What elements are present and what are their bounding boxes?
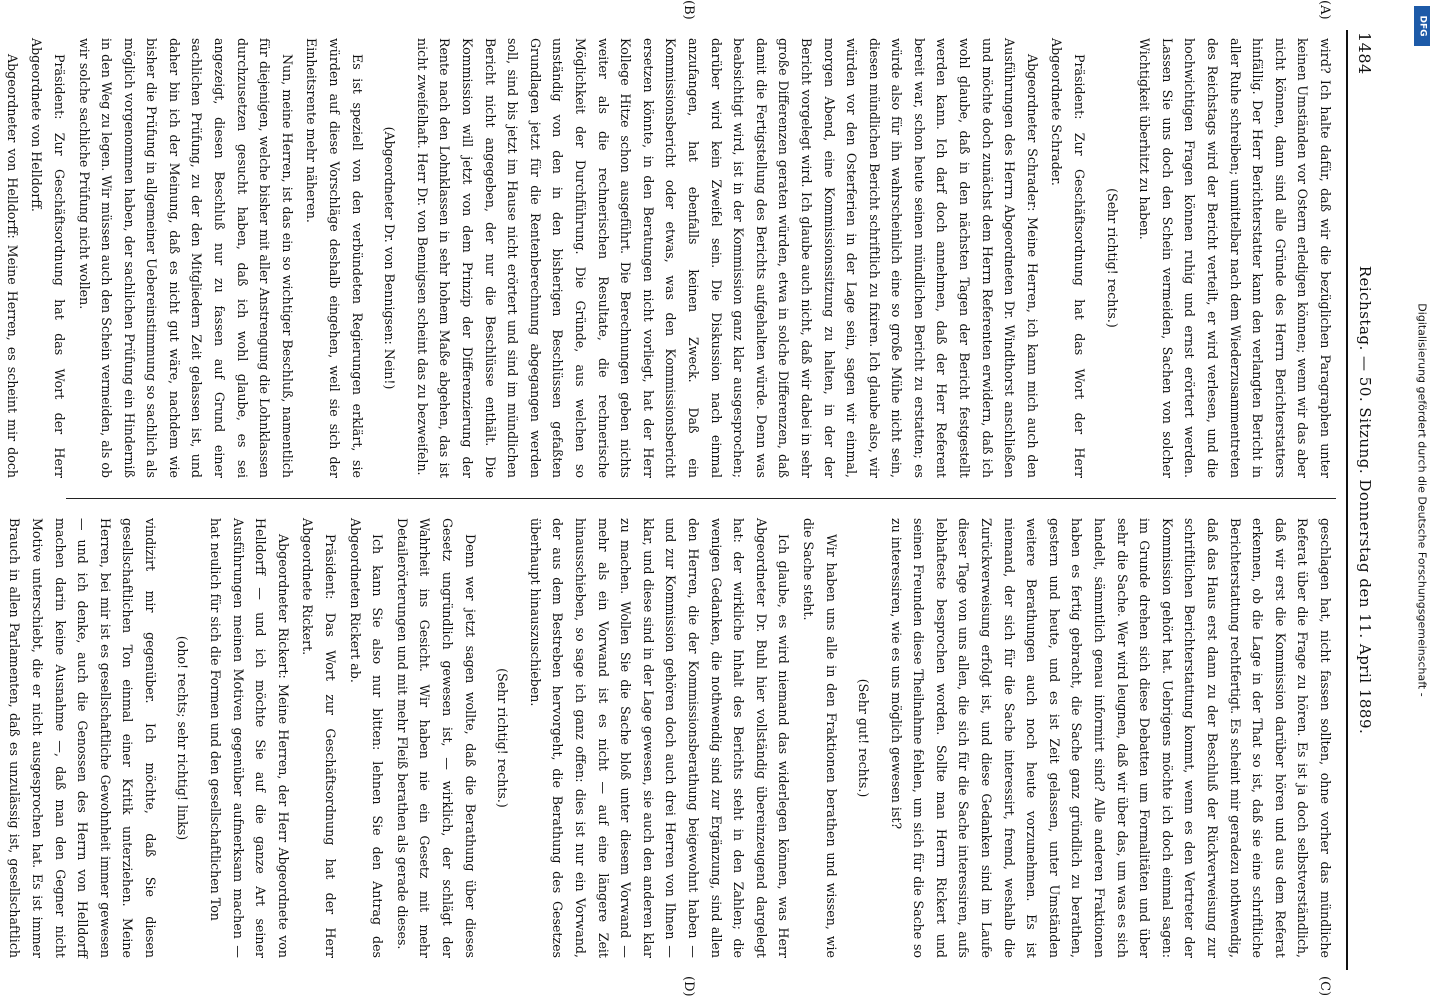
margin-marker-a: (A)	[1317, 0, 1332, 20]
page-header	[1346, 30, 1396, 970]
interjection: (Abgeordneter Dr. von Bennigsen: Nein!)	[382, 126, 398, 390]
margin-marker-d: (D)	[681, 976, 696, 997]
dfg-logo-text: DFG	[1417, 15, 1428, 37]
digitization-credit	[1412, 10, 1432, 990]
page-number: 1484	[1355, 32, 1374, 75]
paragraph: Abgeordneter Rickert: Meine Herren, der Herr Abgeordnete von Helldorff — und ich möchte Sie auf die ganze Art seiner Ausführungen meinen Motiven gegenüber aufmerksam machen — hat neulich für sich die Formen und den gesellschaftlichen Ton	[208, 518, 291, 958]
paragraph: Denn wer jetzt sagen wollte, daß die Berathung über dieses Gesetz ungründlich gewesen ist, — wirklich, der schlägt der Wahrheit ins Gesicht. Wir haben nie ein Gesetz mit mehr Detailerörterungen und mit mehr Fleiß berathen als gerade dieses.	[394, 518, 478, 958]
paragraph: Ich glaube, es wird niemand das widerlegen können, was Herr Abgeordneter Dr. Buhl hier vollständig übereinzeugend dargelegt hat: der wirkliche Inhalt des Berichts steht in den Zahlen; die wenigen Gedanken, die nothwendig sind zur Ergänzung, sind allen den Herren, die der Kommissionsberathung beigewohnt haben — und zur Kommission gehören doch auch drei Herren von Ihnen — klar, und diese sind in der Lage gewesen, sie auch den anderen klar zu machen. Wollen Sie die Sache bloß unter diesem Vorwand — mehr als ein Vorwand ist es nicht — auf eine längere Zeit hinausschieben, so sage ich ganz offen: dies ist nur ein Vorwand, der aus dem Bestreben hervorgeht, die Berathung des Gesetzes überhaupt hinauszuschieben.	[527, 518, 792, 958]
paragraph: vindizirt mir gegenüber. Ich möchte, daß Sie diesen gesellschaftlichen Ton einmal einer Kritik unterziehen. Meine Herren, bei mir ist es gesellschaftliche Gewohnheit immer gewesen — und ich denke, auch die Genossen des Herrn von Helldorff machen darin keine Ausnahme —, daß man den Gegner nicht Motive unterschiebt, die er nicht ausgesprochen hat. Es ist immer Brauch in allen Parlamenten, daß es unzulässig ist, gesellschaftlich	[7, 518, 158, 958]
paragraph: Nun, meine Herren, ist das ein so wichtiger Beschluß, namentlich für diejenigen, welche bisher mit aller Anstrengung die Lohnklassen durchzusetzen gesucht haben, daß ich wohl glaube, es sei angezeigt, diesen Beschluß nur zu fassen auf Grund einer sachlichen Prüfung, zu der den Mitgliedern Zeit gelassen ist, und daher bin ich der Meinung, daß es nicht gut wäre, nachdem wie bisher die Prüfung in allgemeiner Uebereinstimmung so sachlich als möglich vorgenommen haben, der sachlichen Prüfung ein Hinderniß in den Weg zu legen. Wir müssen auch den Schein vermeiden, als ob wir solche sachliche Prüfung nicht wollen.	[76, 38, 295, 478]
paragraph: Ich kann Sie also nur bitten: lehnen Sie den Antrag des Abgeordneten Rickert ab.	[347, 518, 386, 958]
interjection: (Sehr richtig! rechts.)	[1104, 188, 1120, 328]
page-title: Reichstag. — 50. Sitzung. Donnerstag den 11. April 1889.	[1356, 265, 1374, 735]
column-divider	[66, 498, 1336, 499]
paragraph: Es ist speziell von den verbündeten Regierungen erklärt, sie würden auf diese Vorschläge deshalb eingehen, weil sie sich der Einheitsrente mehr näheren.	[304, 38, 365, 478]
interjection: (Sehr gut! rechts.)	[856, 678, 872, 798]
paragraph: Präsident: Zur Geschäftsordnung hat das Wort der Herr Abgeordnete Schrader.	[1049, 38, 1088, 478]
paragraph: Abgeordneter von Helldorff: Meine Herren, es scheint mir doch	[4, 54, 20, 478]
dfg-logo	[1414, 6, 1430, 46]
paragraph: Abgeordneter Schrader: Meine Herren, ich kann mich auch den Ausführungen des Herrn Abgeordneten Dr. Windthorst anschließen und möchte doch zunächst dem Herrn Referenten erwidern, daß ich wohl glaube, daß in den nächsten Tagen der Bericht festgestellt werden kann. Ich darf doch annehmen, daß der Herr Referent bereit war, schon heute seinen mündlichen Bericht zu erstatten; es würde also für ihn wahrscheinlich eine so große Mühe nicht sein, diesen mündlichen Bericht schriftlich zu fixiren. Ich glaube also, wir würden vor den Osterferien in der Lage sein, sagen wir einmal, morgen Abend, eine Kommissionssitzung zu halten, in der der Bericht vorgelegt wird. Ich glaube auch nicht, daß wir dabei in sehr große Differenzen geraten würden, etwa in solche Differenzen, daß damit die Fertigstellung des Berichts aufgehalten würde. Denn was beabsichtigt wird, ist in der Kommission ganz klar ausgesprochen; darüber wird kein Zweifel sein. Die Diskussion nach einmal anzufangen, hat ebenfalls keinen Zweck. Daß ein Kommissionsbericht oder etwas, was den Kommissionsbericht ersetzen könnte, in den Beratungen nicht vorliegt, hat der Herr Kollege Hitze schon ausgeführt. Die Berechnungen geben nichts weiter als die rechnerischen Resultate, die rechnerische Möglichkeit der Durchführung. Die Gründe, aus welchen so unständig von den in den bisherigen Beschlüssen gefaßten Grundlagen jetzt für die Rentenberechnung abgegangen werden soll, sind bis jetzt im Hause nicht erörtert und sind im mündlichen Bericht nicht angegeben, der nur die Beschlüsse enthält. Die Kommission will jetzt von dem Prinzip der Differenzierung der Rente nach den Lohnklassen in sehr hohem Maße abgehen, das ist nicht zweifelhaft. Herr Dr. von Bennigsen scheint das zu bezweifeln.	[414, 38, 1040, 478]
left-column	[4, 38, 1336, 478]
credit-text: Digitalisierung gefördert durch die Deutsche Forschungsgemeinschaft -	[1415, 303, 1429, 697]
interjection: (Sehr richtig! rechts.)	[495, 668, 511, 808]
margin-marker-c: (C)	[1317, 976, 1332, 997]
paragraph: Wir haben uns alle in den Fraktionen berathen und wissen, wie die Sache steht.	[800, 518, 839, 958]
paragraph: geschlagen hat, nicht fassen sollten, ohne vorher das mündliche Referat über die Frage zu hören. Es ist ja doch selbstverständlich, daß wir erst die Kommission darüber hören und aus dem Referat erkennen, ob die Lage in der That so ist, daß sie eine schriftliche Berichterstattung rechtfertigt. Es scheint mir geradezu nothwendig, daß das Haus erst dann zu der Beschluß der Rückverweisung zur schriftlichen Berichterstattung kommt, wenn es den Vertreter der Kommission gehört hat. Uebrigens möchte ich doch einmal sagen: im Grunde drehen sich diese Debatten um Formalitäten und über sehr die Sache. Wer wird leugnen, daß wir über das, um was es sich handelt, sämmtlich genau informirt sind? Alle anderen Fraktionen haben es fertig gebracht, die Sache ganz gründlich zu berathen, gestern und heute, und es ist Zeit gelassen, unter Umständen weitere Berathungen auch noch heute vorzunehmen. Es ist niemand, der sich für die Sache interessirt, fremd, weshalb die Zurückverweisung erfolgt ist, und diese Gedanken sind im Laufe dieser Tage von uns allen, die sich für die Sache interessiren, aufs lebhafteste besprochen worden. Sollte man Herrn Rickert und seinen Freunden diese Theilnahme fehlen, um sich für die Sache so zu interessiren, wie es uns möglich gewesen ist?	[888, 518, 1333, 958]
interjection: (oho! rechts; sehr richtig! links)	[175, 635, 191, 841]
right-column	[7, 518, 1336, 958]
paragraph: Präsident: Zur Geschäftsordnung hat das Wort der Herr Abgeordnete von Helldorff.	[29, 38, 67, 478]
rotated-page-content	[4, 0, 1396, 997]
margin-marker-b: (B)	[681, 0, 696, 20]
paragraph: wird? Ich halte dafür, daß wir die bezüglichen Paragraphen unter keinen Umständen vor Ostern erledigen können; wenn wir das aber nicht können, dann sind alle Gründe des Herrn Berichterstatters hinfällig. Der Herr Berichterstatter kann den verlangten Bericht in aller Ruhe schreiben; unmittelbar nach dem Wiederzusammentreten des Reichstags wird der Bericht verteilt, er wird verlesen, und die hochwichtigen Fragen können ruhig und ernst erörtert werden. Lassen Sie uns doch den Schein vermeiden, Sachen von solcher Wichtigkeit überhitzt zu haben.	[1137, 38, 1333, 478]
paragraph: Präsident: Das Wort zur Geschäftsordnung hat der Herr Abgeordnete Rickert.	[300, 518, 339, 958]
